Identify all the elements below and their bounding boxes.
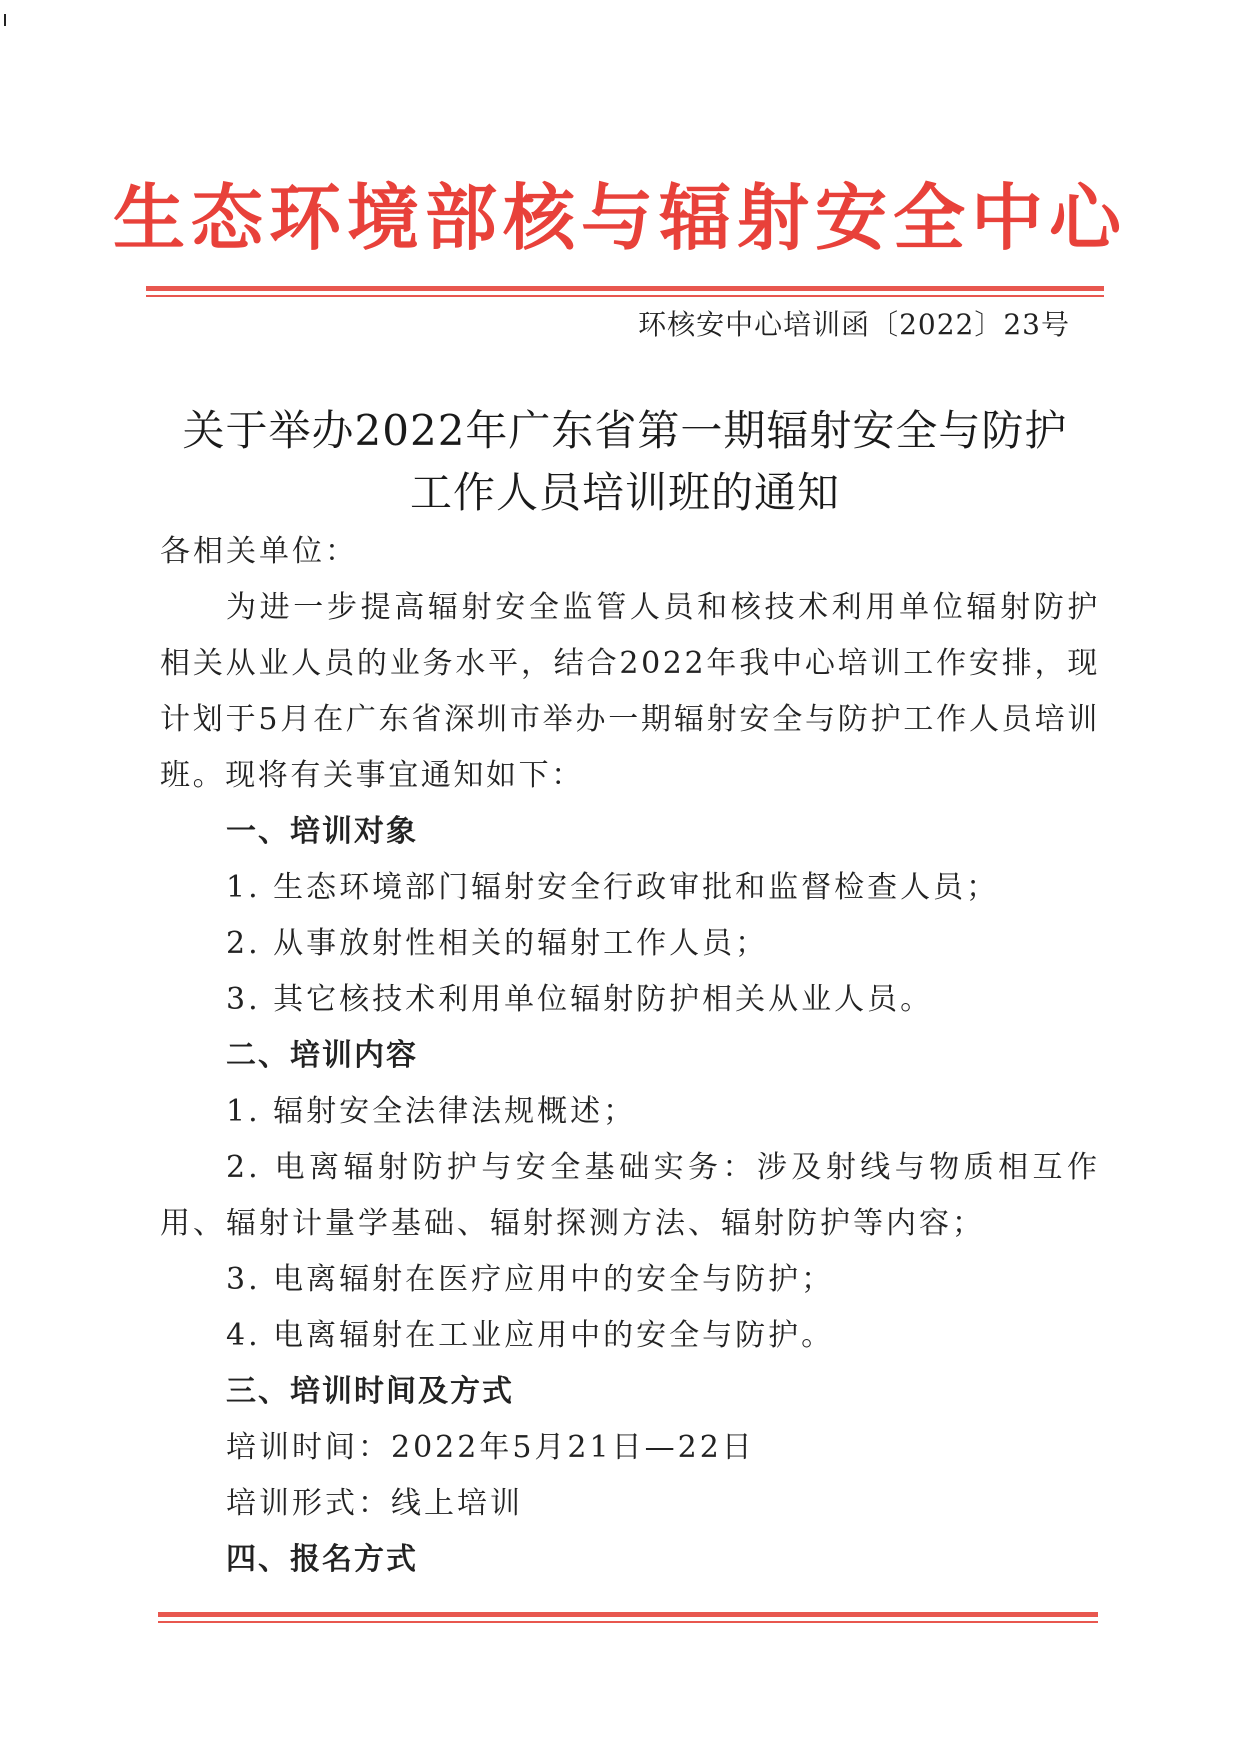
section-heading-4: 四、报名方式 [226, 1542, 418, 1577]
document-number: 环核安中心培训函〔2022〕23号 [638, 308, 1070, 341]
section-1-item-2: 2. 从事放射性相关的辐射工作人员； [226, 926, 769, 961]
section-2-item-3: 3. 电离辐射在医疗应用中的安全与防护； [226, 1262, 835, 1297]
section-1-item-3: 3. 其它核技术利用单位辐射防护相关从业人员。 [226, 982, 934, 1017]
footer-rule-thick [158, 1612, 1098, 1617]
title-line-1: 关于举办2022年广东省第一期辐射安全与防护 [182, 406, 1068, 455]
section-heading-1: 一、培训对象 [226, 814, 418, 849]
scan-edge-mark [4, 14, 6, 26]
organization-header: 生态环境部核与辐射安全中心 [112, 176, 1127, 260]
document-title [150, 400, 1100, 524]
salutation: 各相关单位： [160, 534, 358, 569]
section-2-item-2: 2. 电离辐射防护与安全基础实务：涉及射线与物质相互作用、辐射计量学基础、辐射探测方法、辐射防护等内容； [160, 1150, 1100, 1241]
training-format: 培训形式：线上培训 [226, 1486, 523, 1521]
header-rule-thin [146, 295, 1104, 297]
training-time: 培训时间：2022年5月21日—22日 [226, 1430, 755, 1465]
title-line-2: 工作人员培训班的通知 [409, 468, 840, 517]
header-rule-thick [146, 286, 1104, 291]
footer-rule-thin [158, 1621, 1098, 1623]
section-1-item-1: 1. 生态环境部门辐射安全行政审批和监督检查人员； [226, 870, 1000, 905]
intro-paragraph: 为进一步提高辐射安全监管人员和核技术利用单位辐射防护相关从业人员的业务水平，结合2022年我中心培训工作安排，现计划于5月在广东省深圳市举办一期辐射安全与防护工作人员培训班。现将有关事宜通知如下： [160, 590, 1100, 793]
section-2-item-1: 1. 辐射安全法律法规概述； [226, 1094, 637, 1129]
section-heading-3: 三、培训时间及方式 [226, 1374, 514, 1409]
section-2-item-4: 4. 电离辐射在工业应用中的安全与防护。 [226, 1318, 835, 1353]
section-heading-2: 二、培训内容 [226, 1038, 418, 1073]
